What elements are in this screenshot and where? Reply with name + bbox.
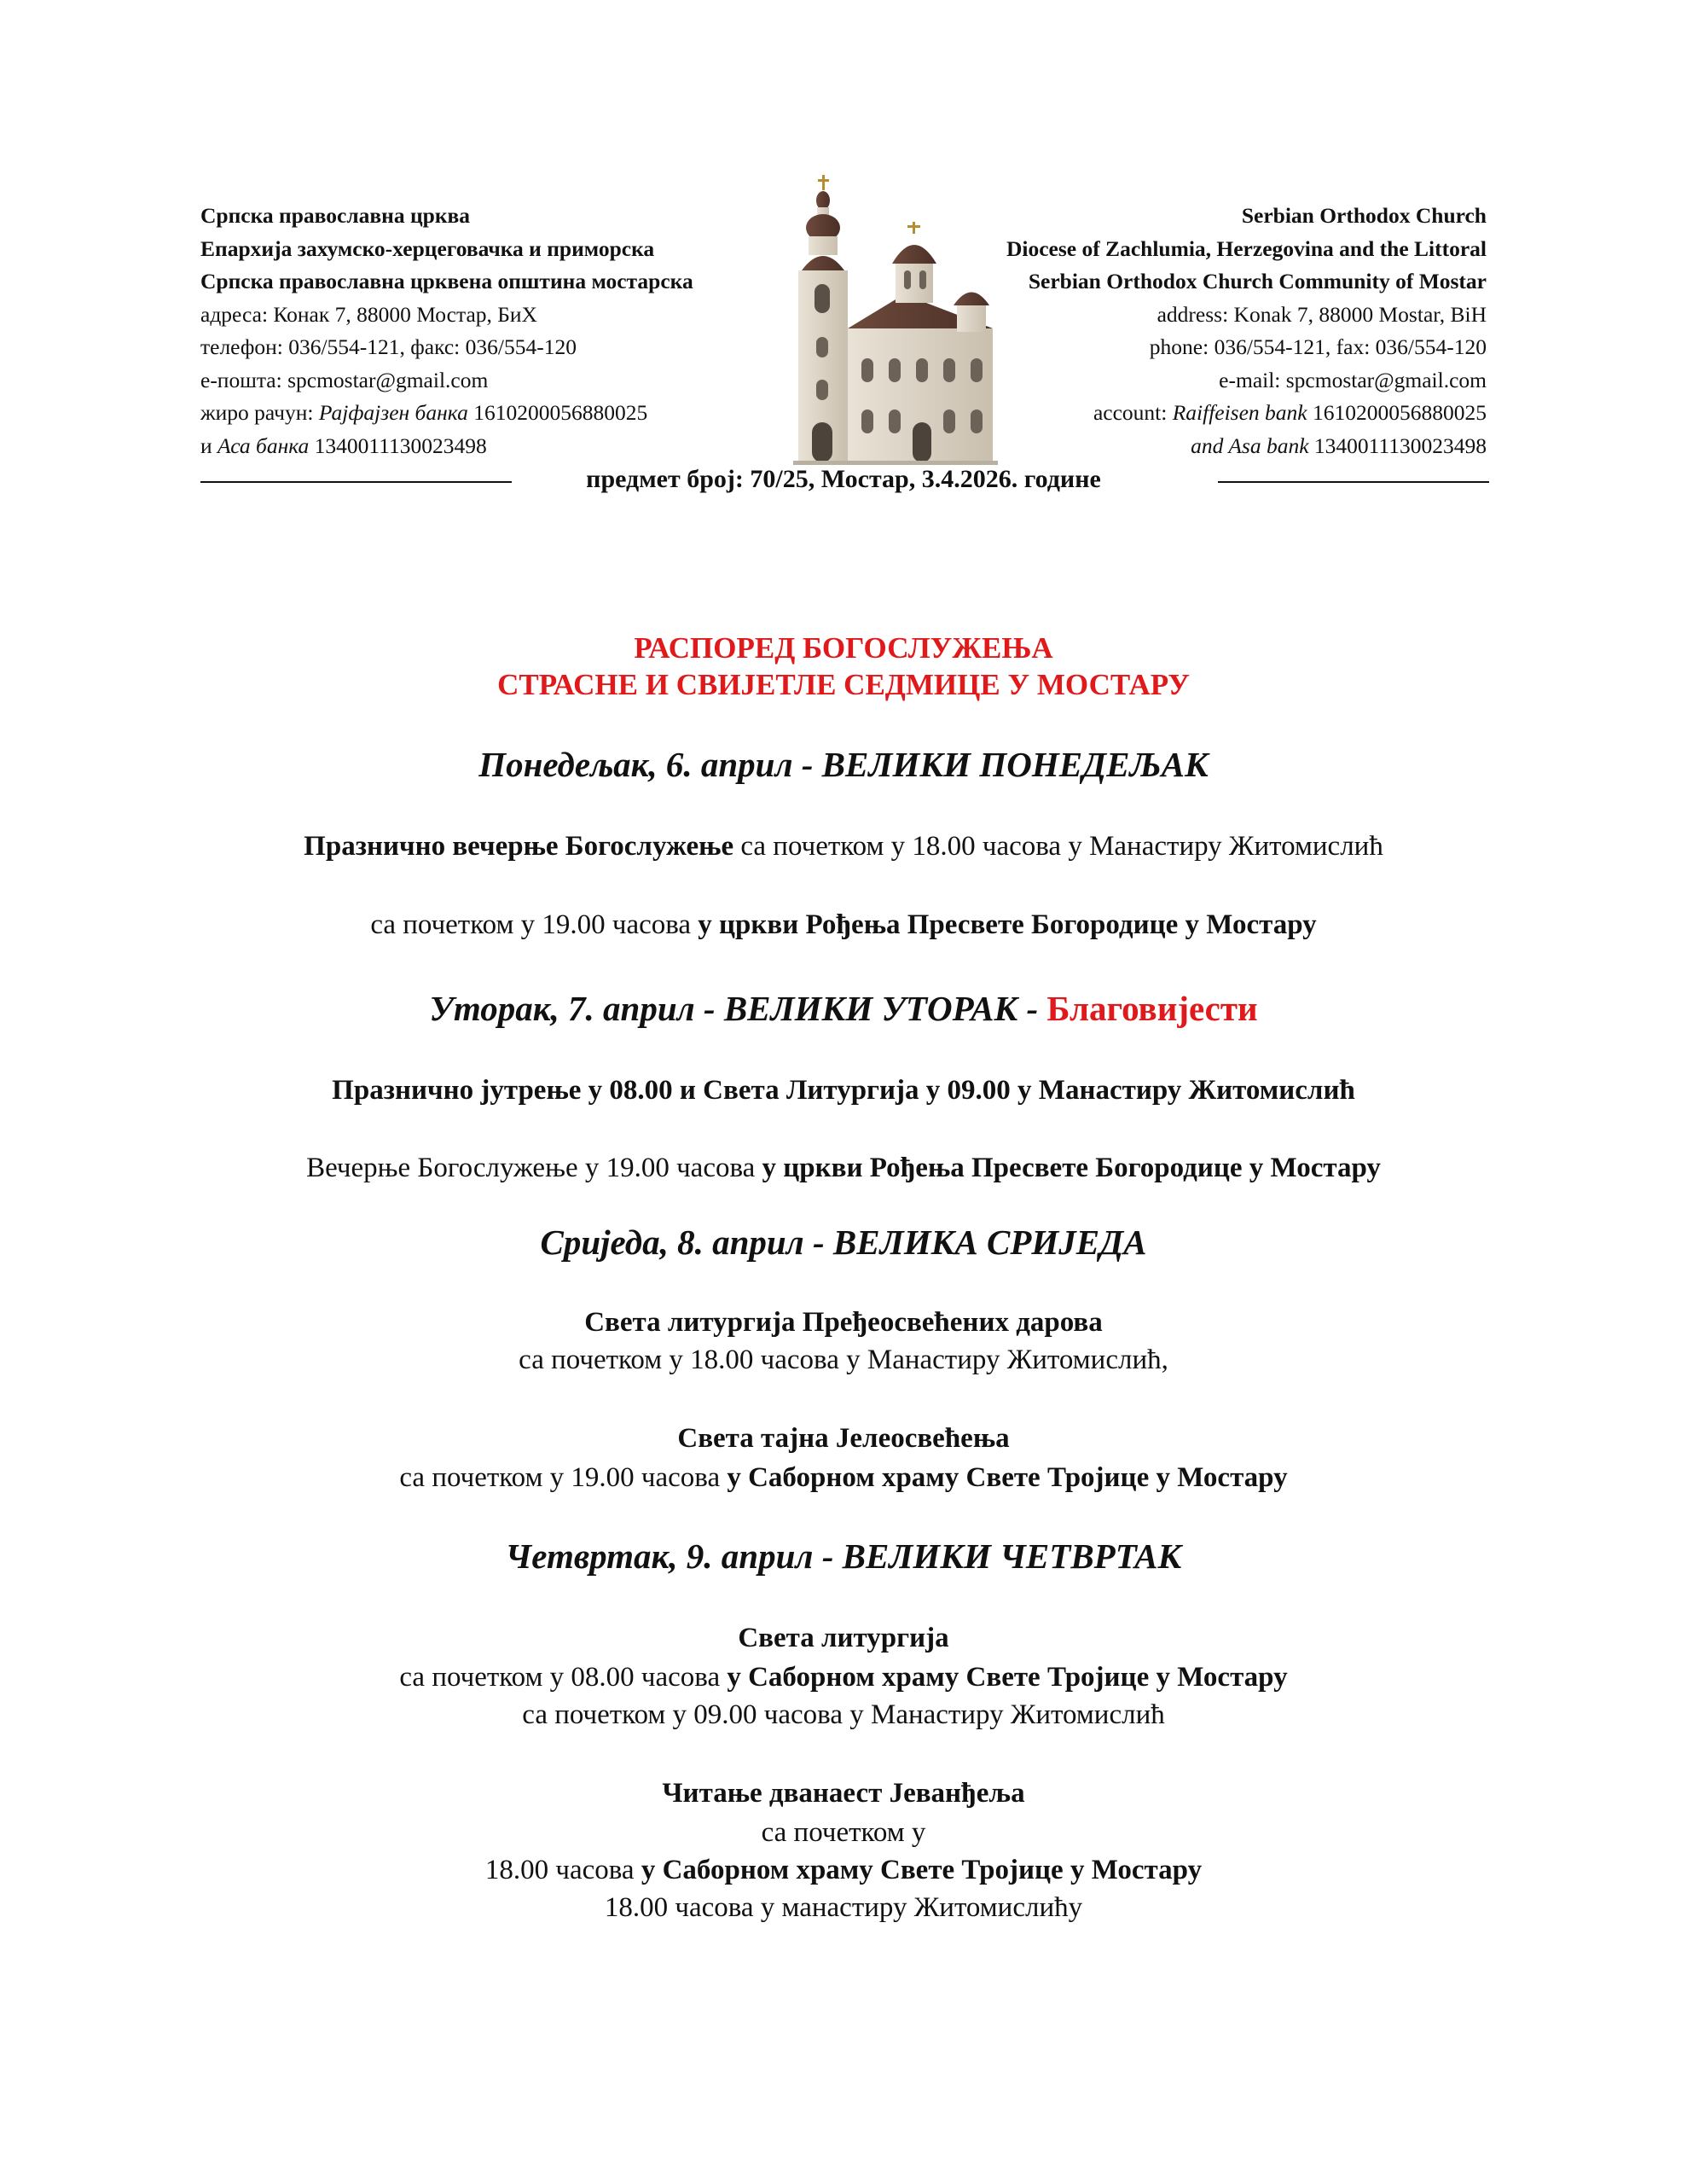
- account2-prefix-sr: и: [200, 433, 218, 458]
- letterhead-right: [804, 200, 1487, 462]
- title-line-2: СТРАСНЕ И СВИЈЕТЛЕ СЕДМИЦЕ У МОСТАРУ: [497, 668, 1190, 701]
- email-sr: е-пошта: spcmostar@gmail.com: [200, 367, 489, 392]
- wednesday-service-2-text: [0, 1459, 1687, 1496]
- account-sr: [200, 397, 849, 430]
- community-en: Serbian Orthodox Church Community of Mostar: [1028, 269, 1487, 293]
- thursday-service-1-title: Света литургија: [738, 1623, 949, 1653]
- thursday-service-1-text: [0, 1658, 1687, 1696]
- wednesday-service-2-plain: са почетком у 19.00 часова: [399, 1462, 728, 1493]
- monday-service-2-place: у цркви Рођења Пресвете Богородице у Мостару: [698, 909, 1317, 940]
- thursday-service-2-text: са почетком у: [761, 1817, 926, 1848]
- account-prefix-en: account:: [1093, 400, 1173, 425]
- diocese-en: Diocese of Zachlumia, Herzegovina and the Littoral: [1006, 235, 1487, 261]
- org-name-sr: Српска православна црква: [200, 203, 471, 228]
- tuesday-service-2-text: Вечерње Богослужење у 19.00 часова: [306, 1153, 762, 1183]
- title-line-1: РАСПОРЕД БОГОСЛУЖЕЊА: [634, 631, 1053, 665]
- reference-number: предмет број: 70/25, Мостар, 3.4.2026. године: [586, 465, 1101, 493]
- account-bank-sr: Рајфајзен банка: [318, 400, 468, 425]
- account2-bank-sr: Аса банка: [217, 433, 310, 458]
- tuesday-service-2: [0, 1149, 1687, 1187]
- tuesday-service-2-place: у цркви Рођења Пресвете Богородице у Мостару: [762, 1153, 1381, 1183]
- account2-en: [804, 430, 1487, 463]
- address-sr: адреса: Конак 7, 88000 Мостар, БиХ: [200, 301, 537, 327]
- thursday-service-2-text-2: 18.00 часова у манастиру Житомислићу: [604, 1892, 1083, 1923]
- thursday-service-2-time: [0, 1851, 1687, 1889]
- thursday-service-2-title: Читање дванаест Јеванђеља: [662, 1778, 1025, 1809]
- account-number-sr: 1610200056880025: [467, 400, 648, 425]
- thursday-service-1-plain: са почетком у 08.00 часова: [399, 1662, 728, 1693]
- tuesday-feast: Благовијести: [1046, 989, 1258, 1028]
- monday-service-1-text: са почетком у 18.00 часова у Манастиру Житомислић: [733, 831, 1383, 862]
- wednesday-service-1-title: Света литургија Пређеосвећених дарова: [584, 1307, 1103, 1338]
- org-name-en: Serbian Orthodox Church: [1241, 203, 1487, 228]
- day-heading-thursday: Четвртак, 9. април - ВЕЛИКИ ЧЕТВРТАК: [505, 1536, 1182, 1576]
- account2-number-en: 1340011130023498: [1308, 433, 1487, 458]
- monday-service-1-title: Празнично вечерње Богослужење: [304, 831, 734, 862]
- tuesday-heading-text: Уторак, 7. април - ВЕЛИКИ УТОРАК -: [429, 989, 1047, 1028]
- diocese-sr: Епархија захумско-херцеговачка и приморска: [200, 235, 655, 261]
- phone-en: phone: 036/554-121, fax: 036/554-120: [1149, 334, 1487, 359]
- divider-right: [1218, 481, 1489, 483]
- monday-service-2-text: са почетком у 19.00 часова: [370, 909, 699, 940]
- account-en: [804, 397, 1487, 430]
- address-en: address: Konak 7, 88000 Mostar, BiH: [1157, 301, 1487, 327]
- wednesday-service-2-title: Света тајна Јелеосвећења: [677, 1423, 1010, 1454]
- thursday-service-1-place: у Саборном храму Свете Тројице у Мостару: [727, 1662, 1288, 1693]
- day-heading-monday: Понедељак, 6. април - ВЕЛИКИ ПОНЕДЕЉАК: [478, 745, 1209, 784]
- account2-number-sr: 1340011130023498: [309, 433, 487, 458]
- account-prefix-sr: жиро рачун:: [200, 400, 319, 425]
- monday-service-2: [0, 906, 1687, 944]
- phone-sr: телефон: 036/554-121, факс: 036/554-120: [200, 334, 577, 359]
- day-heading-wednesday: Сриједа, 8. април - ВЕЛИКА СРИЈЕДА: [540, 1223, 1147, 1262]
- thursday-service-2-place: у Саборном храму Свете Тројице у Мостару: [641, 1855, 1203, 1885]
- letterhead-left: [200, 200, 849, 462]
- wednesday-service-2-place: у Саборном храму Свете Тројице у Мостару: [727, 1462, 1288, 1493]
- account-number-en: 1610200056880025: [1307, 400, 1487, 425]
- account2-bank-en: and Asa bank: [1191, 433, 1309, 458]
- thursday-service-2-plain: 18.00 часова: [484, 1855, 641, 1885]
- monday-service-1: [0, 828, 1687, 865]
- wednesday-service-1-text: са почетком у 18.00 часова у Манастиру Житомислић,: [519, 1345, 1168, 1375]
- account-bank-en: Raiffeisen bank: [1172, 400, 1307, 425]
- day-heading-tuesday: [0, 988, 1687, 1029]
- tuesday-service-1: Празнично јутрење у 08.00 и Света Литургија у 09.00 у Манастиру Житомислић: [332, 1075, 1355, 1106]
- thursday-service-1-text-2: са почетком у 09.00 часова у Манастиру Житомислић: [522, 1699, 1165, 1730]
- email-en: e-mail: spcmostar@gmail.com: [1219, 367, 1487, 392]
- schedule-title: [0, 630, 1687, 703]
- account2-sr: [200, 430, 849, 463]
- community-sr: Српска православна црквена општина мостарска: [200, 269, 693, 293]
